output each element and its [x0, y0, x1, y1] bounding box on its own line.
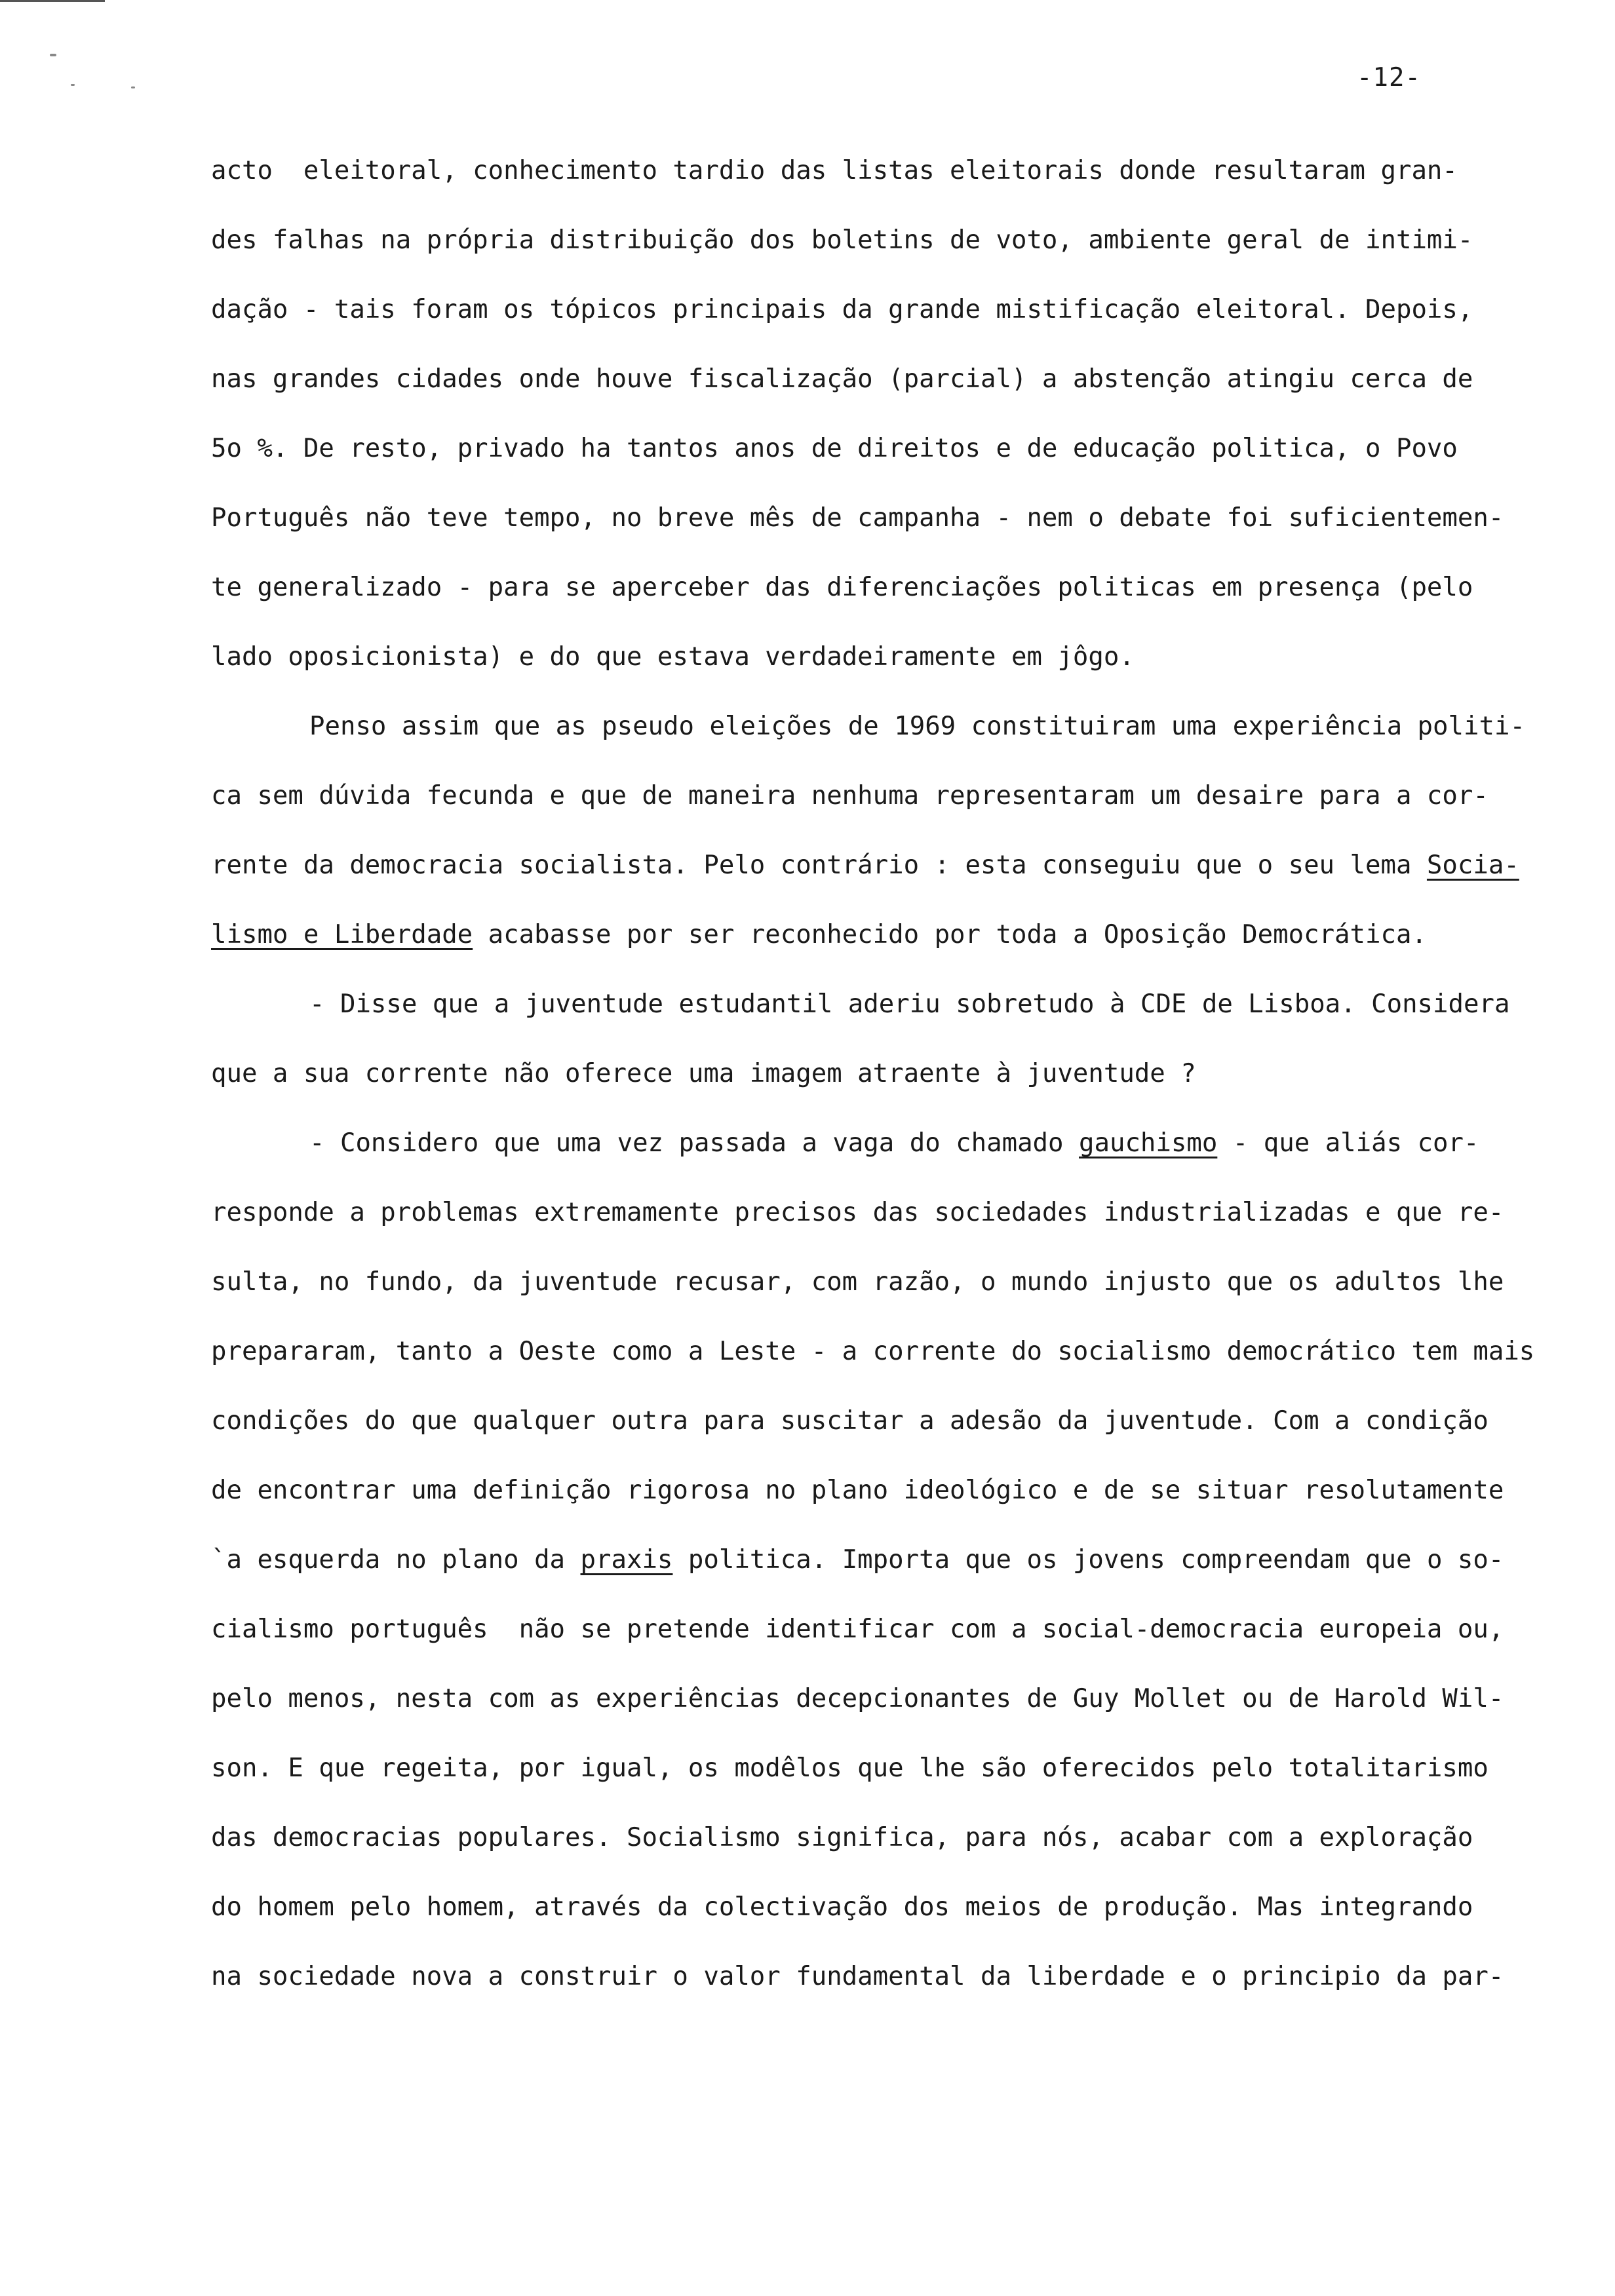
text-line: son. E que regeita, por igual, os modêlos que lhe são oferecidos pelo totalitarismo [211, 1753, 1489, 1783]
text-line [211, 831, 1548, 900]
scan-speck [131, 86, 135, 88]
text-line: cialismo português não se pretende identificar com a social-democracia europeia ou, [211, 1615, 1504, 1644]
underlined-phrase: lismo e Liberdade [211, 920, 473, 949]
body-text [211, 136, 1548, 2012]
text-line: prepararam, tanto a Oeste como a Leste - a corrente do socialismo democrático tem mais [211, 1337, 1535, 1366]
text-segment: - que aliás cor- [1217, 1128, 1479, 1158]
text-segment: acabasse por ser reconhecido por toda a Oposição Democrática. [473, 920, 1427, 949]
text-line: condições do que qualquer outra para suscitar a adesão da juventude. Com a condição [211, 1406, 1489, 1436]
text-line [211, 1109, 1548, 1178]
text-line: responde a problemas extremamente precisos das sociedades industrializadas e que re- [211, 1198, 1504, 1227]
scan-speck [71, 84, 75, 86]
text-line: sulta, no fundo, da juventude recusar, com razão, o mundo injusto que os adultos lhe [211, 1267, 1504, 1297]
text-line: na sociedade nova a construir o valor fundamental da liberdade e o principio da par- [211, 1962, 1504, 1991]
text-line: Penso assim que as pseudo eleições de 1969 constituiram uma experiência politi- [309, 712, 1525, 741]
text-line: dação - tais foram os tópicos principais da grande mistificação eleitoral. Depois, [211, 295, 1473, 324]
underlined-phrase: gauchismo [1079, 1128, 1218, 1158]
underlined-phrase: praxis [580, 1545, 673, 1575]
text-line: pelo menos, nesta com as experiências decepcionantes de Guy Mollet ou de Harold Wil- [211, 1684, 1504, 1713]
text-line: lado oposicionista) e do que estava verdadeiramente em jôgo. [211, 642, 1135, 672]
text-line [211, 1525, 1548, 1595]
text-segment: `a esquerda no plano da [211, 1545, 581, 1575]
text-line: nas grandes cidades onde houve fiscalização (parcial) a abstenção atingiu cerca de [211, 364, 1473, 394]
text-line: de encontrar uma definição rigorosa no plano ideológico e de se situar resolutamente [211, 1476, 1504, 1505]
text-segment: - Considero que uma vez passada a vaga do chamado [309, 1128, 1079, 1158]
text-line: Português não teve tempo, no breve mês de campanha - nem o debate foi suficientemen- [211, 503, 1504, 533]
text-segment: politica. Importa que os jovens compreendam que o so- [672, 1545, 1504, 1575]
text-line: do homem pelo homem, através da colectivação dos meios de produção. Mas integrando [211, 1892, 1473, 1922]
scan-edge-rule [0, 0, 105, 2]
question-line: - Disse que a juventude estudantil aderiu sobretudo à CDE de Lisboa. Considera [309, 989, 1510, 1019]
text-line: des falhas na própria distribuição dos boletins de voto, ambiente geral de intimi- [211, 225, 1473, 255]
text-line: acto eleitoral, conhecimento tardio das listas eleitorais donde resultaram gran- [211, 156, 1458, 185]
text-segment: rente da democracia socialista. Pelo contrário : esta conseguiu que o seu lema [211, 851, 1427, 880]
text-line: te generalizado - para se aperceber das diferenciações politicas em presença (pelo [211, 573, 1473, 602]
text-line: 5o %. De resto, privado ha tantos anos de direitos e de educação politica, o Povo [211, 434, 1458, 463]
text-line: das democracias populares. Socialismo significa, para nós, acabar com a exploração [211, 1823, 1473, 1852]
underlined-phrase: Socia- [1426, 851, 1519, 880]
question-line: que a sua corrente não oferece uma imagem atraente à juventude ? [211, 1059, 1196, 1088]
text-line: ca sem dúvida fecunda e que de maneira nenhuma representaram um desaire para a cor- [211, 781, 1489, 811]
text-line [211, 900, 1548, 970]
page-number: -12- [1357, 63, 1421, 92]
scan-speck [50, 54, 56, 56]
